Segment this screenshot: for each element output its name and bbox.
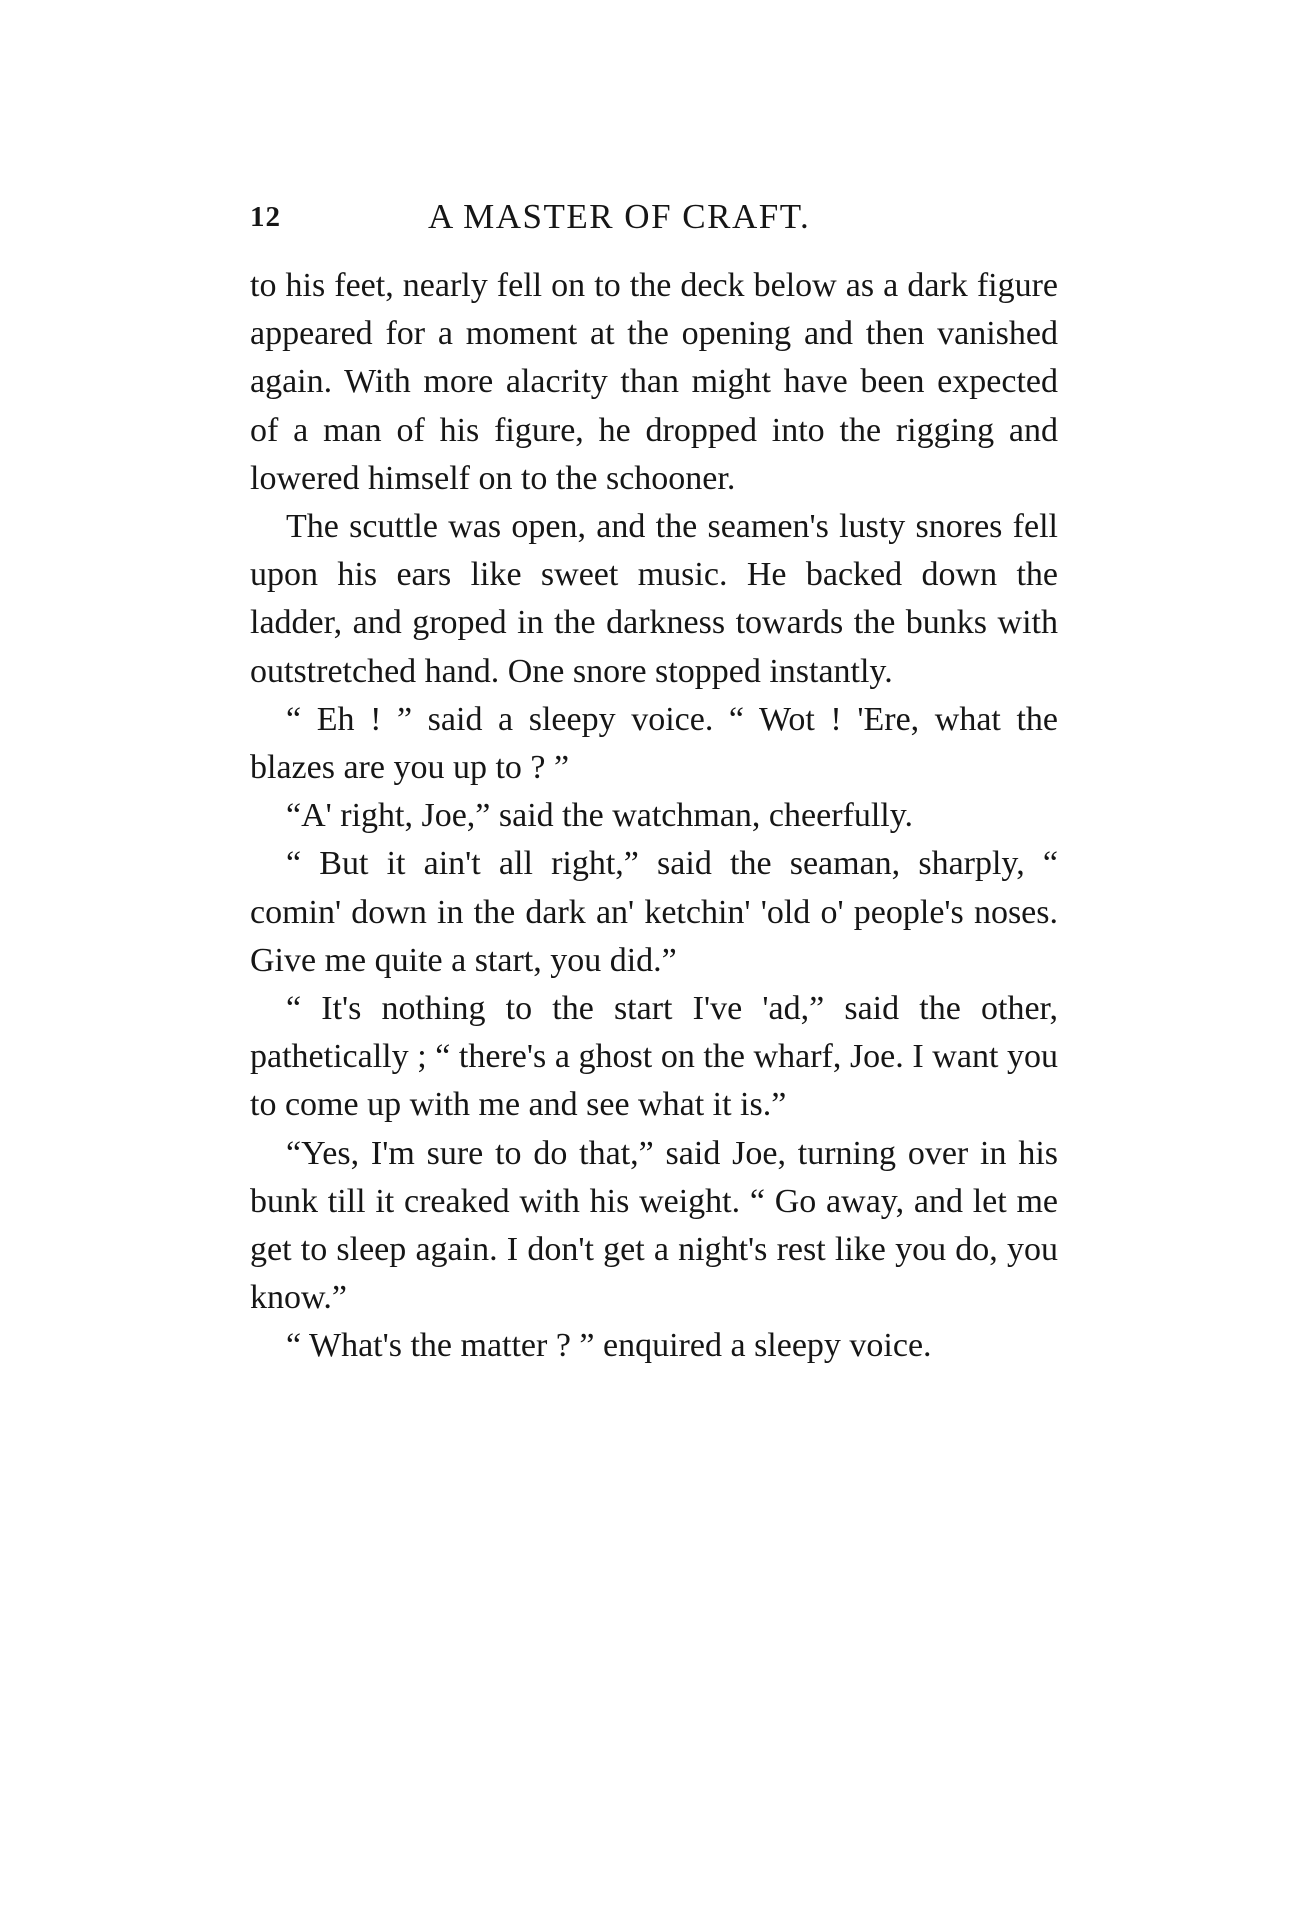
paragraph-yes-im-sure: “Yes, I'm sure to do that,” said Joe, turning over in his bunk till it creaked with his weight. “ Go away, and let me get to sleep again. I don't get a night's rest like you do, you know.” xyxy=(250,1134,1058,1317)
page-number: 12 xyxy=(250,201,281,233)
paragraph-ghost: “ It's nothing to the start I've 'ad,” said the other, pathetically ; “ there's a ghost on the wharf, Joe. I want you to come up with me and see what it is.” xyxy=(250,990,1058,1124)
page-header xyxy=(250,195,1060,239)
paragraph-scuttle: The scuttle was open, and the seamen's lusty snores fell upon his ears like sweet music. He backed down the ladder, and groped in the darkness towards the bunks with outstretched hand. One snore stopped instantly. xyxy=(250,508,1058,690)
paragraph-continuation: to his feet, nearly fell on to the deck below as a dark figure appeared for a moment at the opening and then vanished again. With more alacrity than might have been expected of a man of his figure, he dropped into the rigging and lowered himself on to the schooner. xyxy=(250,267,1058,497)
running-title: A MASTER OF CRAFT. xyxy=(428,197,811,236)
paragraph-eh: “ Eh ! ” said a sleepy voice. “ Wot ! 'Ere, what the blazes are you up to ? ” xyxy=(250,700,1058,787)
paragraph-but-it-aint: “ But it ain't all right,” said the seaman, sharply, “ comin' down in the dark an' ketchin' 'old o' people's noses. Give me quite a start, you did.” xyxy=(250,845,1058,979)
paragraph-whats-the-matter: “ What's the matter ? ” enquired a sleepy voice. xyxy=(286,1327,932,1365)
body-text xyxy=(250,262,1058,1371)
paragraph-a-right: “A' right, Joe,” said the watchman, cheerfully. xyxy=(286,797,914,835)
